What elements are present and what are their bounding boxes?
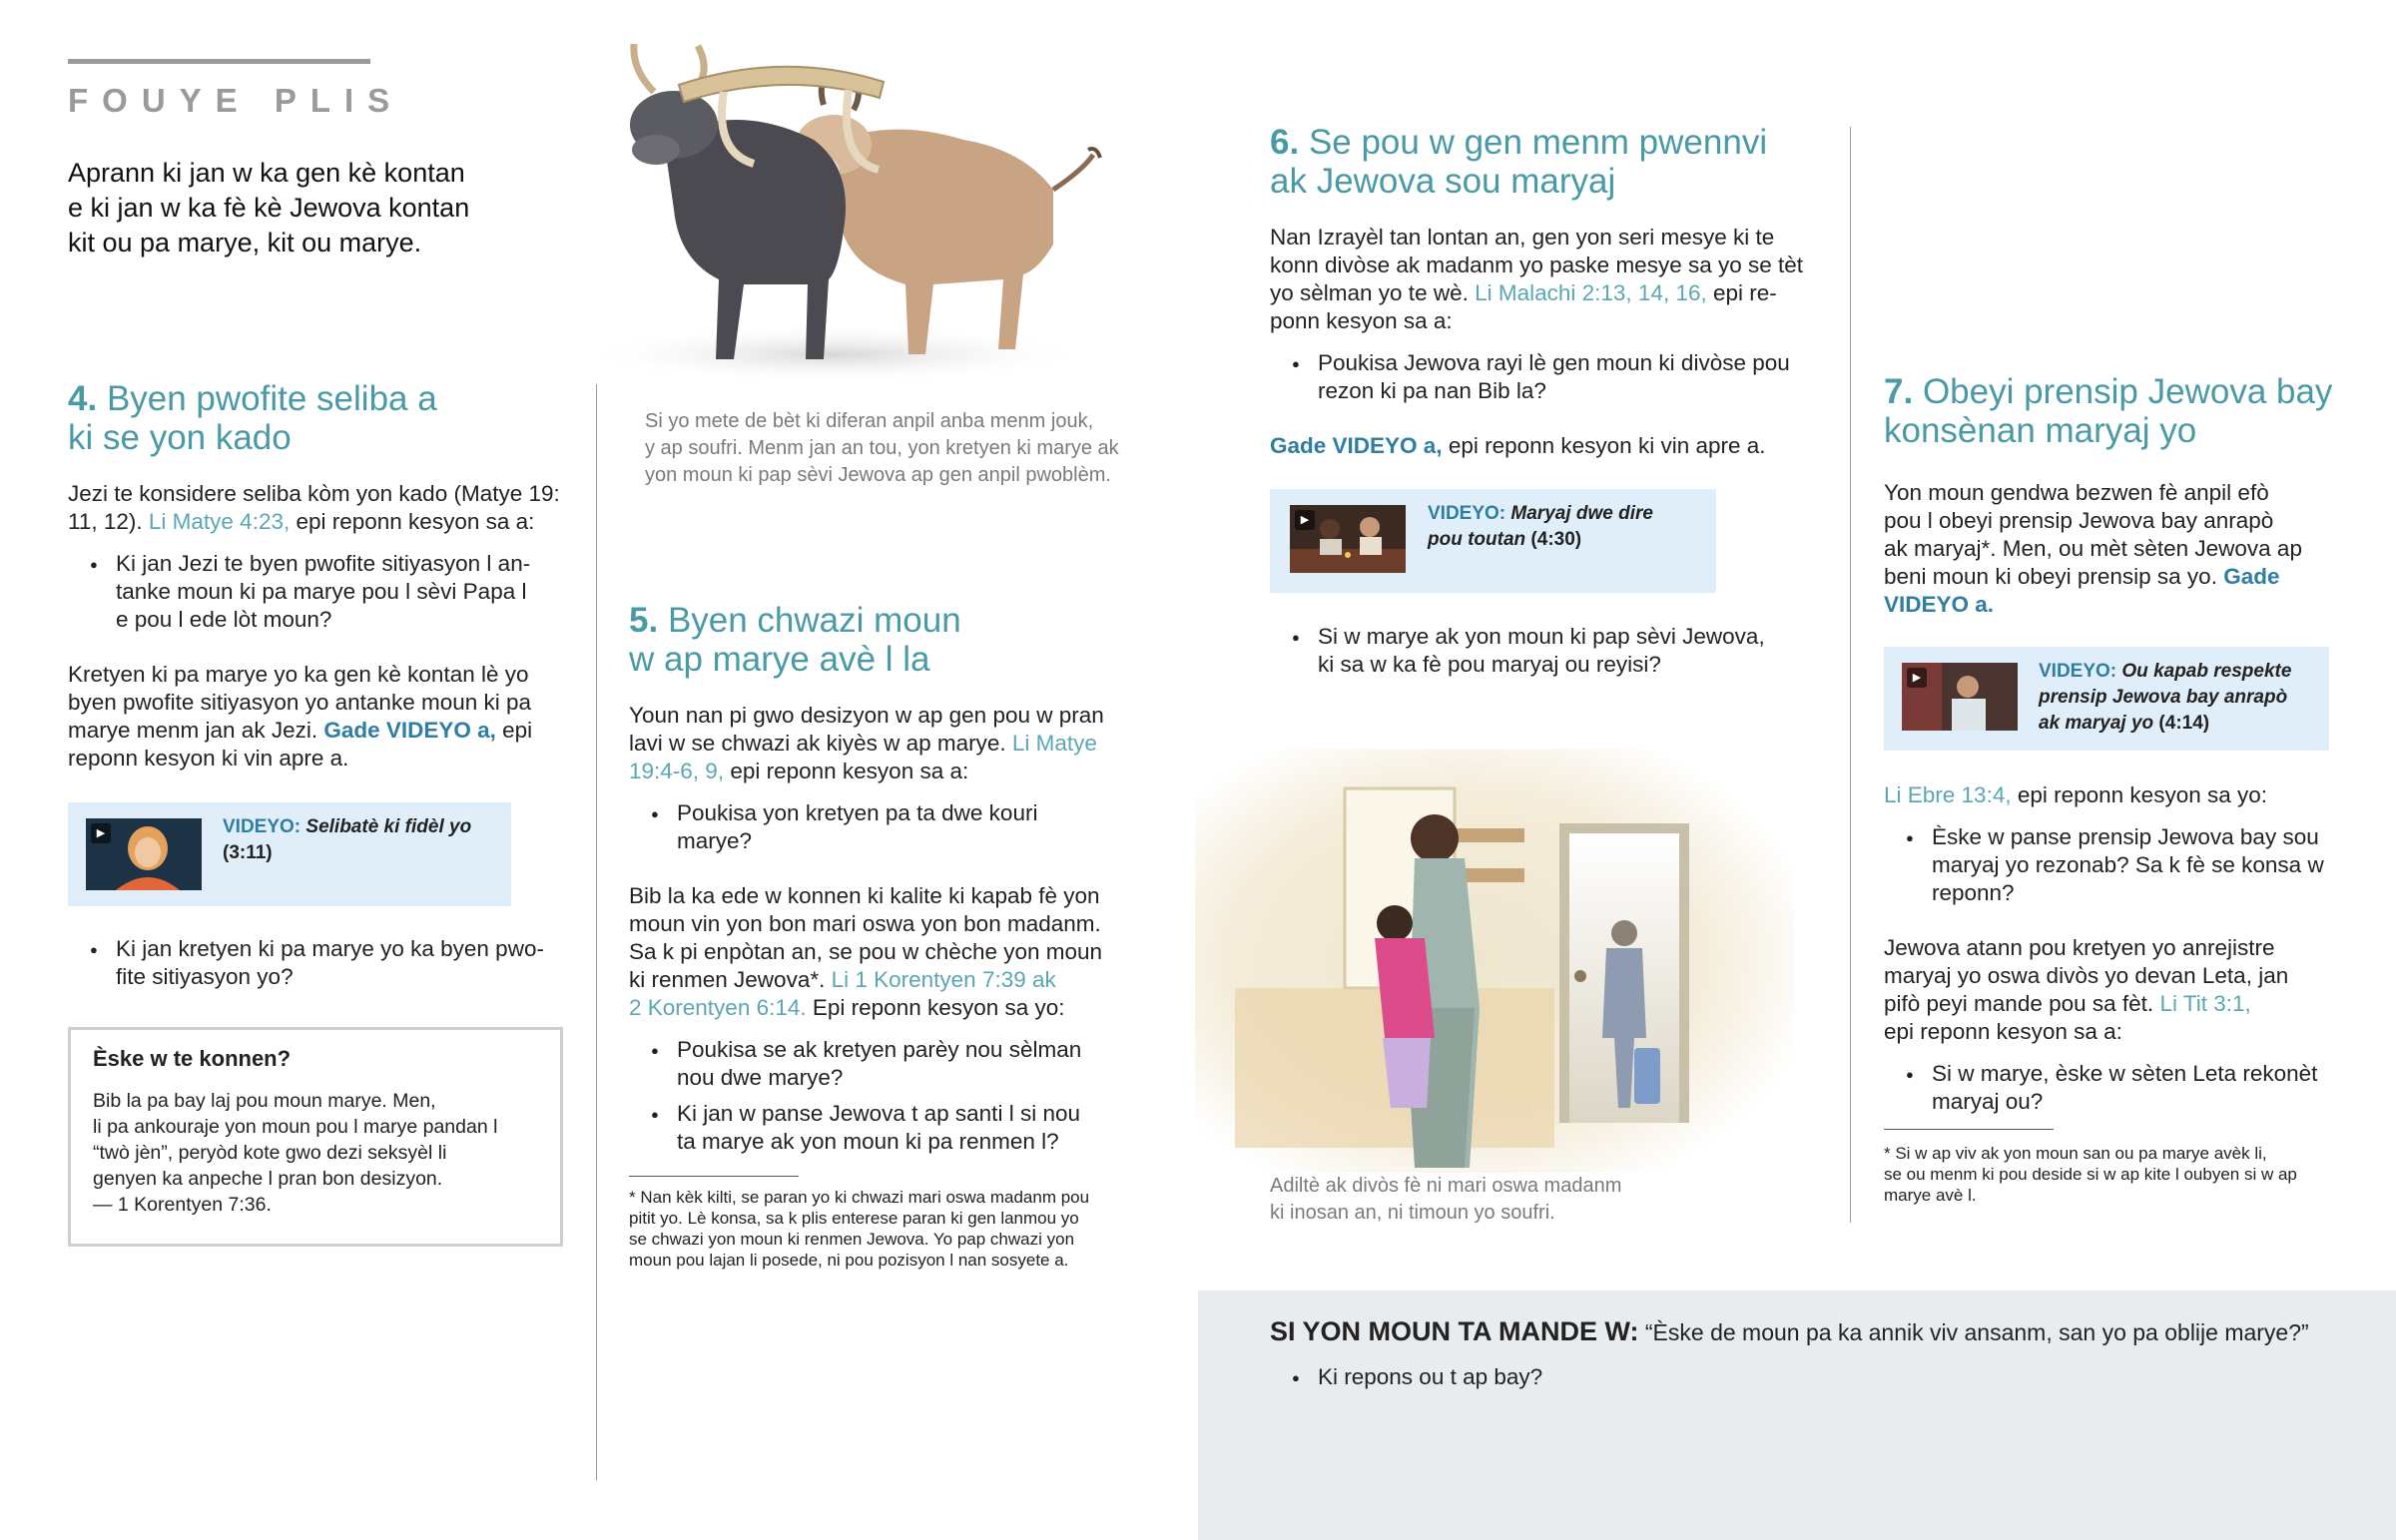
panel-bullet: ● Ki repons ou t ap bay? <box>1270 1363 1969 1391</box>
video-thumbnail <box>86 818 202 890</box>
scripture-link[interactable]: Li Matye 4:23, <box>148 509 291 534</box>
section-4-body: Jezi te konsidere seliba kòm yon kado (Matye 19: 11, 12). Li Matye 4:23, epi reponn kesyon sa a: ● Ki jan Jezi te byen pwofite sitiyasyon l an- tanke moun ki pa marye pou l sèvi Papa l e pou l ede lòt moun? Kretyen ki pa marye yo ka gen kè kontan lè yo byen pwofite sitiyasyon yo antanke moun ki pa marye menm jan ak Jezi. Gade VIDEYO a, epi reponn kesyon ki vin apre a. <box>68 480 567 772</box>
question-panel <box>1198 1290 2396 1540</box>
box-title: Èske w te konnen? <box>93 1046 292 1071</box>
play-icon[interactable]: ▶ <box>91 823 111 843</box>
section-4-bullet-2: ● Ki jan kretyen ki pa marye yo ka byen pwo- fite sitiyasyon yo? <box>68 935 567 991</box>
column-divider <box>1850 127 1851 1223</box>
scripture-link[interactable]: Li Malachi 2:13, 14, 16, <box>1475 280 1707 305</box>
section-label: FOUYE PLIS <box>68 82 404 119</box>
scripture-link[interactable]: Li Tit 3:1, <box>2159 991 2251 1016</box>
family-divorce-illustration <box>1195 749 1794 1173</box>
section-5-body: Youn nan pi gwo desizyon w ap gen pou w pran lavi w se chwazi ak kiyès w ap marye. Li Matye 19:4-6, 9, epi reponn kesyon sa a: ● Poukisa yon kretyen pa ta dwe kouri marye? Bib la ka ede w konnen ki kalite ki kapab fè yon moun vin yon bon mari oswa yon bon madanm. Sa k pi enpòtan an, se pou w chèche yon moun ki renmen Jewova*. Li 1 Korentyen 7:39 ak 2 Korentyen 6:14. Epi reponn kesyon sa yo: ● Poukisa se ak kretyen parèy nou sèlman nou dwe marye? ● Ki jan w panse Jewova t ap santi l si nou ta marye ak yon moun ki pa renmen l? <box>629 702 1128 1156</box>
scripture-link[interactable]: 19:4-6, 9, <box>629 759 725 783</box>
panel-question: SI YON MOUN TA MANDE W: “Èske de moun pa ka annik viv ansanm, san yo pa oblije marye?” <box>1270 1316 2309 1346</box>
scripture-link[interactable]: Li Matye <box>1011 731 1097 756</box>
play-icon[interactable]: ▶ <box>1907 668 1927 688</box>
video-thumbnail <box>1290 505 1406 573</box>
panel-label: SI YON MOUN TA MANDE W: <box>1270 1316 1639 1346</box>
footnote-rule <box>1884 1129 2054 1130</box>
video-card-2[interactable]: ▶ VIDEYO: Maryaj dwe dire pou toutan (4:30) <box>1270 489 1716 593</box>
scripture-link[interactable]: 2 Korentyen 6:14. <box>629 995 807 1020</box>
section-7-heading: 7. Obeyi prensip Jewova bay konsènan maryaj yo <box>1884 372 2333 450</box>
video-link[interactable]: Gade VIDEYO a, <box>323 718 496 743</box>
family-caption: Adiltè ak divòs fè ni mari oswa madanm ki inosan an, ni timoun yo soufri. <box>1270 1175 1622 1224</box>
footnote-rule <box>629 1176 799 1177</box>
video-thumbnail <box>1902 663 2018 731</box>
video-card-1[interactable]: ▶ VIDEYO: Selibatè ki fidèl yo (3:11) <box>68 802 511 906</box>
section-6-bullet-2: ● Si w marye ak yon moun ki pap sèvi Jewova, ki sa w ka fè pou maryaj ou reyisi? <box>1270 623 1809 679</box>
section-7-footnote: * Si w ap viv ak yon moun san ou pa marye avèk li, se ou menm ki pou deside si w ap kite l oubyen si w ap marye avè l. <box>1884 1144 2297 1205</box>
oxen-caption: Si yo mete de bèt ki diferan anpil anba menm jouk, y ap soufri. Menm jan an tou, yon kretyen ki marye ak yon moun ki pap sèvi Jewova ap gen anpil pwoblèm. <box>645 410 1119 486</box>
section-7-body-2: Li Ebre 13:4, epi reponn kesyon sa yo: ● Èske w panse prensip Jewova bay sou maryaj yo rezonab? Sa k fè se konsa w reponn? Jewova atann pou kretyen yo anrejistre maryaj yo oswa divòs yo devan Leta, jan pifò peyi mande pou sa fèt. Li Tit 3:1, epi reponn kesyon sa a: ● Si w marye, èske w sèten Leta rekonèt maryaj ou? <box>1884 781 2353 1116</box>
section-7-body: Yon moun gendwa bezwen fè anpil efò pou l obeyi prensip Jewova bay anrapò ak maryaj*. Men, ou mèt sèten Jewova ap beni moun ki obeyi prensip sa yo. Gade VIDEYO a. <box>1884 480 2302 617</box>
section-4-heading: 4. Byen pwofite seliba a ki se yon kado <box>68 379 437 457</box>
play-icon[interactable]: ▶ <box>1295 510 1315 530</box>
video-link[interactable]: VIDEYO a. <box>1884 592 1995 617</box>
scripture-link[interactable]: Li 1 Korentyen 7:39 ak <box>831 967 1056 992</box>
box-text: Bib la pa bay laj pou moun marye. Men, li pa ankouraje yon moun pou l marye pandan l “twò jèn”, peryòd kote gwo dezi seksyèl li genyen ka anpeche l pran bon desizyon. — 1 Korentyen 7:36. <box>93 1090 498 1216</box>
section-6-heading: 6. Se pou w gen menm pwennvi ak Jewova sou maryaj <box>1270 123 1768 201</box>
section-5-footnote: * Nan kèk kilti, se paran yo ki chwazi mari oswa madanm pou pitit yo. Lè konsa, sa k plis enterese paran ki gen lanmou yo se chwazi yon moun ki renmen Jewova. Yo pap chwazi yon moun pou lajan li posede, ni pou pozisyon l nan sosyete a. <box>629 1188 1090 1270</box>
video-link[interactable]: Gade VIDEYO a, <box>1270 433 1443 458</box>
scripture-link[interactable]: Li Ebre 13:4, <box>1884 782 2012 807</box>
section-6-body: Nan Izrayèl tan lontan an, gen yon seri mesye ki te konn divòse ak madanm yo paske mesye sa yo se tèt yo sèlman yo te wè. Li Malachi 2:13, 14, 16, epi re- ponn kesyon sa a: ● Poukisa Jewova rayi lè gen moun ki divòse pou rezon ki pa nan Bib la? Gade VIDEYO a, epi reponn kesyon ki vin apre a. <box>1270 224 1809 460</box>
bullet-question: ● Ki jan Jezi te byen pwofite sitiyasyon l an- tanke moun ki pa marye pou l sèvi Papa l e pou l ede lòt moun? <box>68 550 567 634</box>
section-5-heading: 5. Byen chwazi moun w ap marye avè l la <box>629 601 961 679</box>
video-card-3[interactable]: ▶ VIDEYO: Ou kapab respekte prensip Jewova bay anrapò ak maryaj yo (4:14) <box>1884 647 2329 751</box>
intro-text: Aprann ki jan w ka gen kè kontan e ki jan w ka fè kè Jewova kontan kit ou pa marye, kit ou marye. <box>68 158 470 257</box>
did-you-know-box <box>68 1027 563 1247</box>
header-rule <box>68 59 370 64</box>
oxen-yoke-illustration <box>584 30 1123 384</box>
column-divider <box>596 384 597 1480</box>
video-link[interactable]: Gade <box>2223 564 2280 589</box>
